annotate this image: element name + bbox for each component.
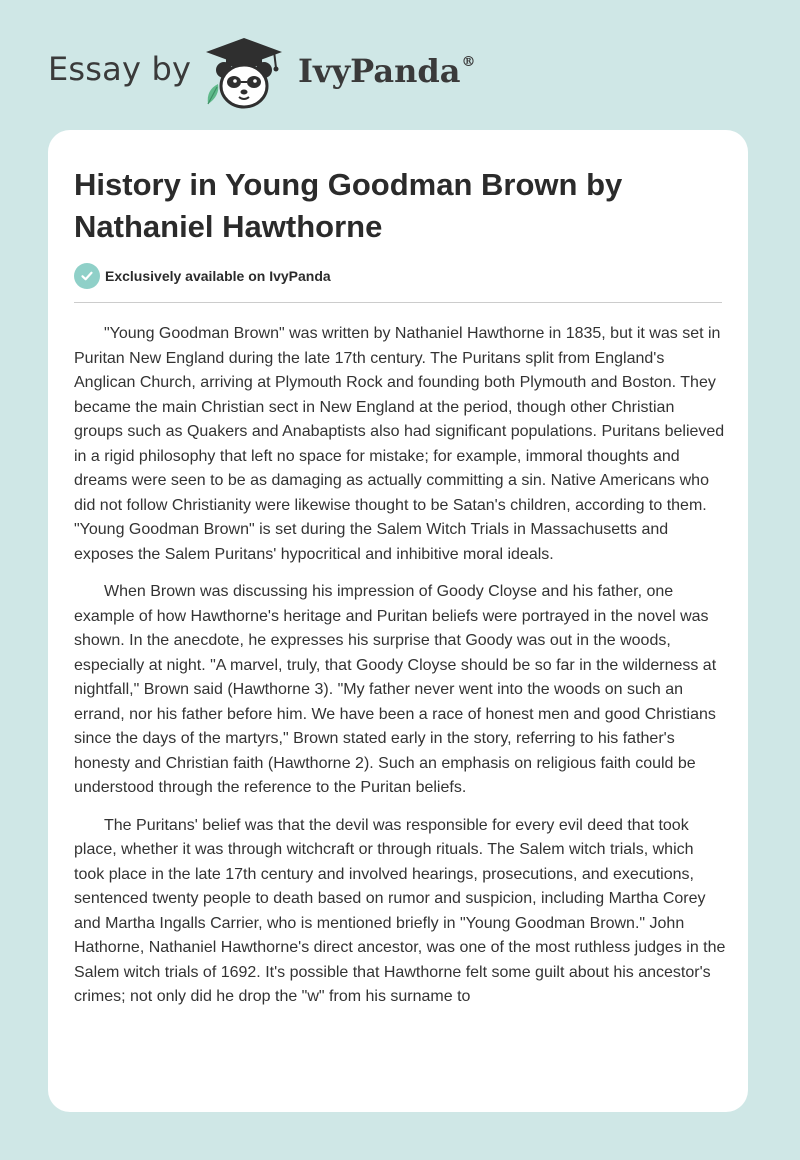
paragraph: When Brown was discussing his impression of Goody Cloyse and his father, one example of how Hawthorne's heritage and Puritan beliefs were portrayed in the novel was shown. In the anecdote, he expresses his surprise that Goody was out in the woods, especially at night. "A marvel, truly, that Goody Cloyse should be so far in the wilderness at nightfall," Brown said (Hawthorne 3). "My father never went into the woods on such an errand, nor his father before him. We have been a race of honest men and good Christians since the days of the martyrs," Brown stated early in the story, referring to his father's honesty and Christian faith (Hawthorne 2). Such an emphasis on religious faith could be understood through the reference to the Puritan beliefs. — [74, 583, 717, 796]
paragraph: "Young Goodman Brown" was written by Nathaniel Hawthorne in 1835, but it was set in Puritan New England during the late 17th century. The Puritans split from England's Anglican Church, arriving at Plymouth Rock and founding both Plymouth and Boston. They became the main Christian sect in New England at the period, though other Christian groups such as Quakers and Anabaptists also had significant populations. Puritans believed in a rigid philosophy that left no space for mistake; for example, immoral thoughts and dreams were seen to be as damaging as actually committing a sin. Native Americans who did not follow Christianity were likewise thought to be Satan's children, according to them. "Young Goodman Brown" is set during the Salem Witch Trials in Massachusetts and exposes the Salem Puritans' hypocritical and inhibitive moral ideals. — [74, 325, 725, 563]
essay-by-label: Essay by — [48, 50, 192, 88]
paragraph: The Puritans' belief was that the devil was responsible for every evil deed that took place, whether it was through witchcraft or through rituals. The Salem witch trials, which took place in the late 17th century and involved hearings, prosecutions, and executions, sentenced twenty people to death based on rumor and suspicion, including Martha Corey and Martha Ingalls Carrier, who is mentioned briefly in "Young Goodman Brown." John Hathorne, Nathaniel Hawthorne's direct ancestor, was one of the most ruthless judges in the Salem witch trials of 1692. It's possible that Hawthorne felt some guilt about his ancestor's crimes; not only did he drop the "w" from his surname to — [74, 816, 726, 1005]
page-title: History in Young Goodman Brown by Nathaniel Hawthorne — [74, 167, 623, 244]
essay-body — [74, 322, 726, 1023]
exclusive-label: Exclusively available on IvyPanda — [105, 268, 331, 284]
divider — [74, 302, 722, 303]
panda-logo-icon[interactable] — [204, 34, 292, 110]
registered-mark: ® — [461, 54, 476, 70]
site-header — [48, 34, 508, 110]
essay-card — [48, 130, 748, 1112]
brand-name[interactable]: IvyPanda® — [298, 52, 476, 90]
check-circle-icon — [74, 263, 100, 289]
exclusive-badge — [74, 263, 331, 289]
